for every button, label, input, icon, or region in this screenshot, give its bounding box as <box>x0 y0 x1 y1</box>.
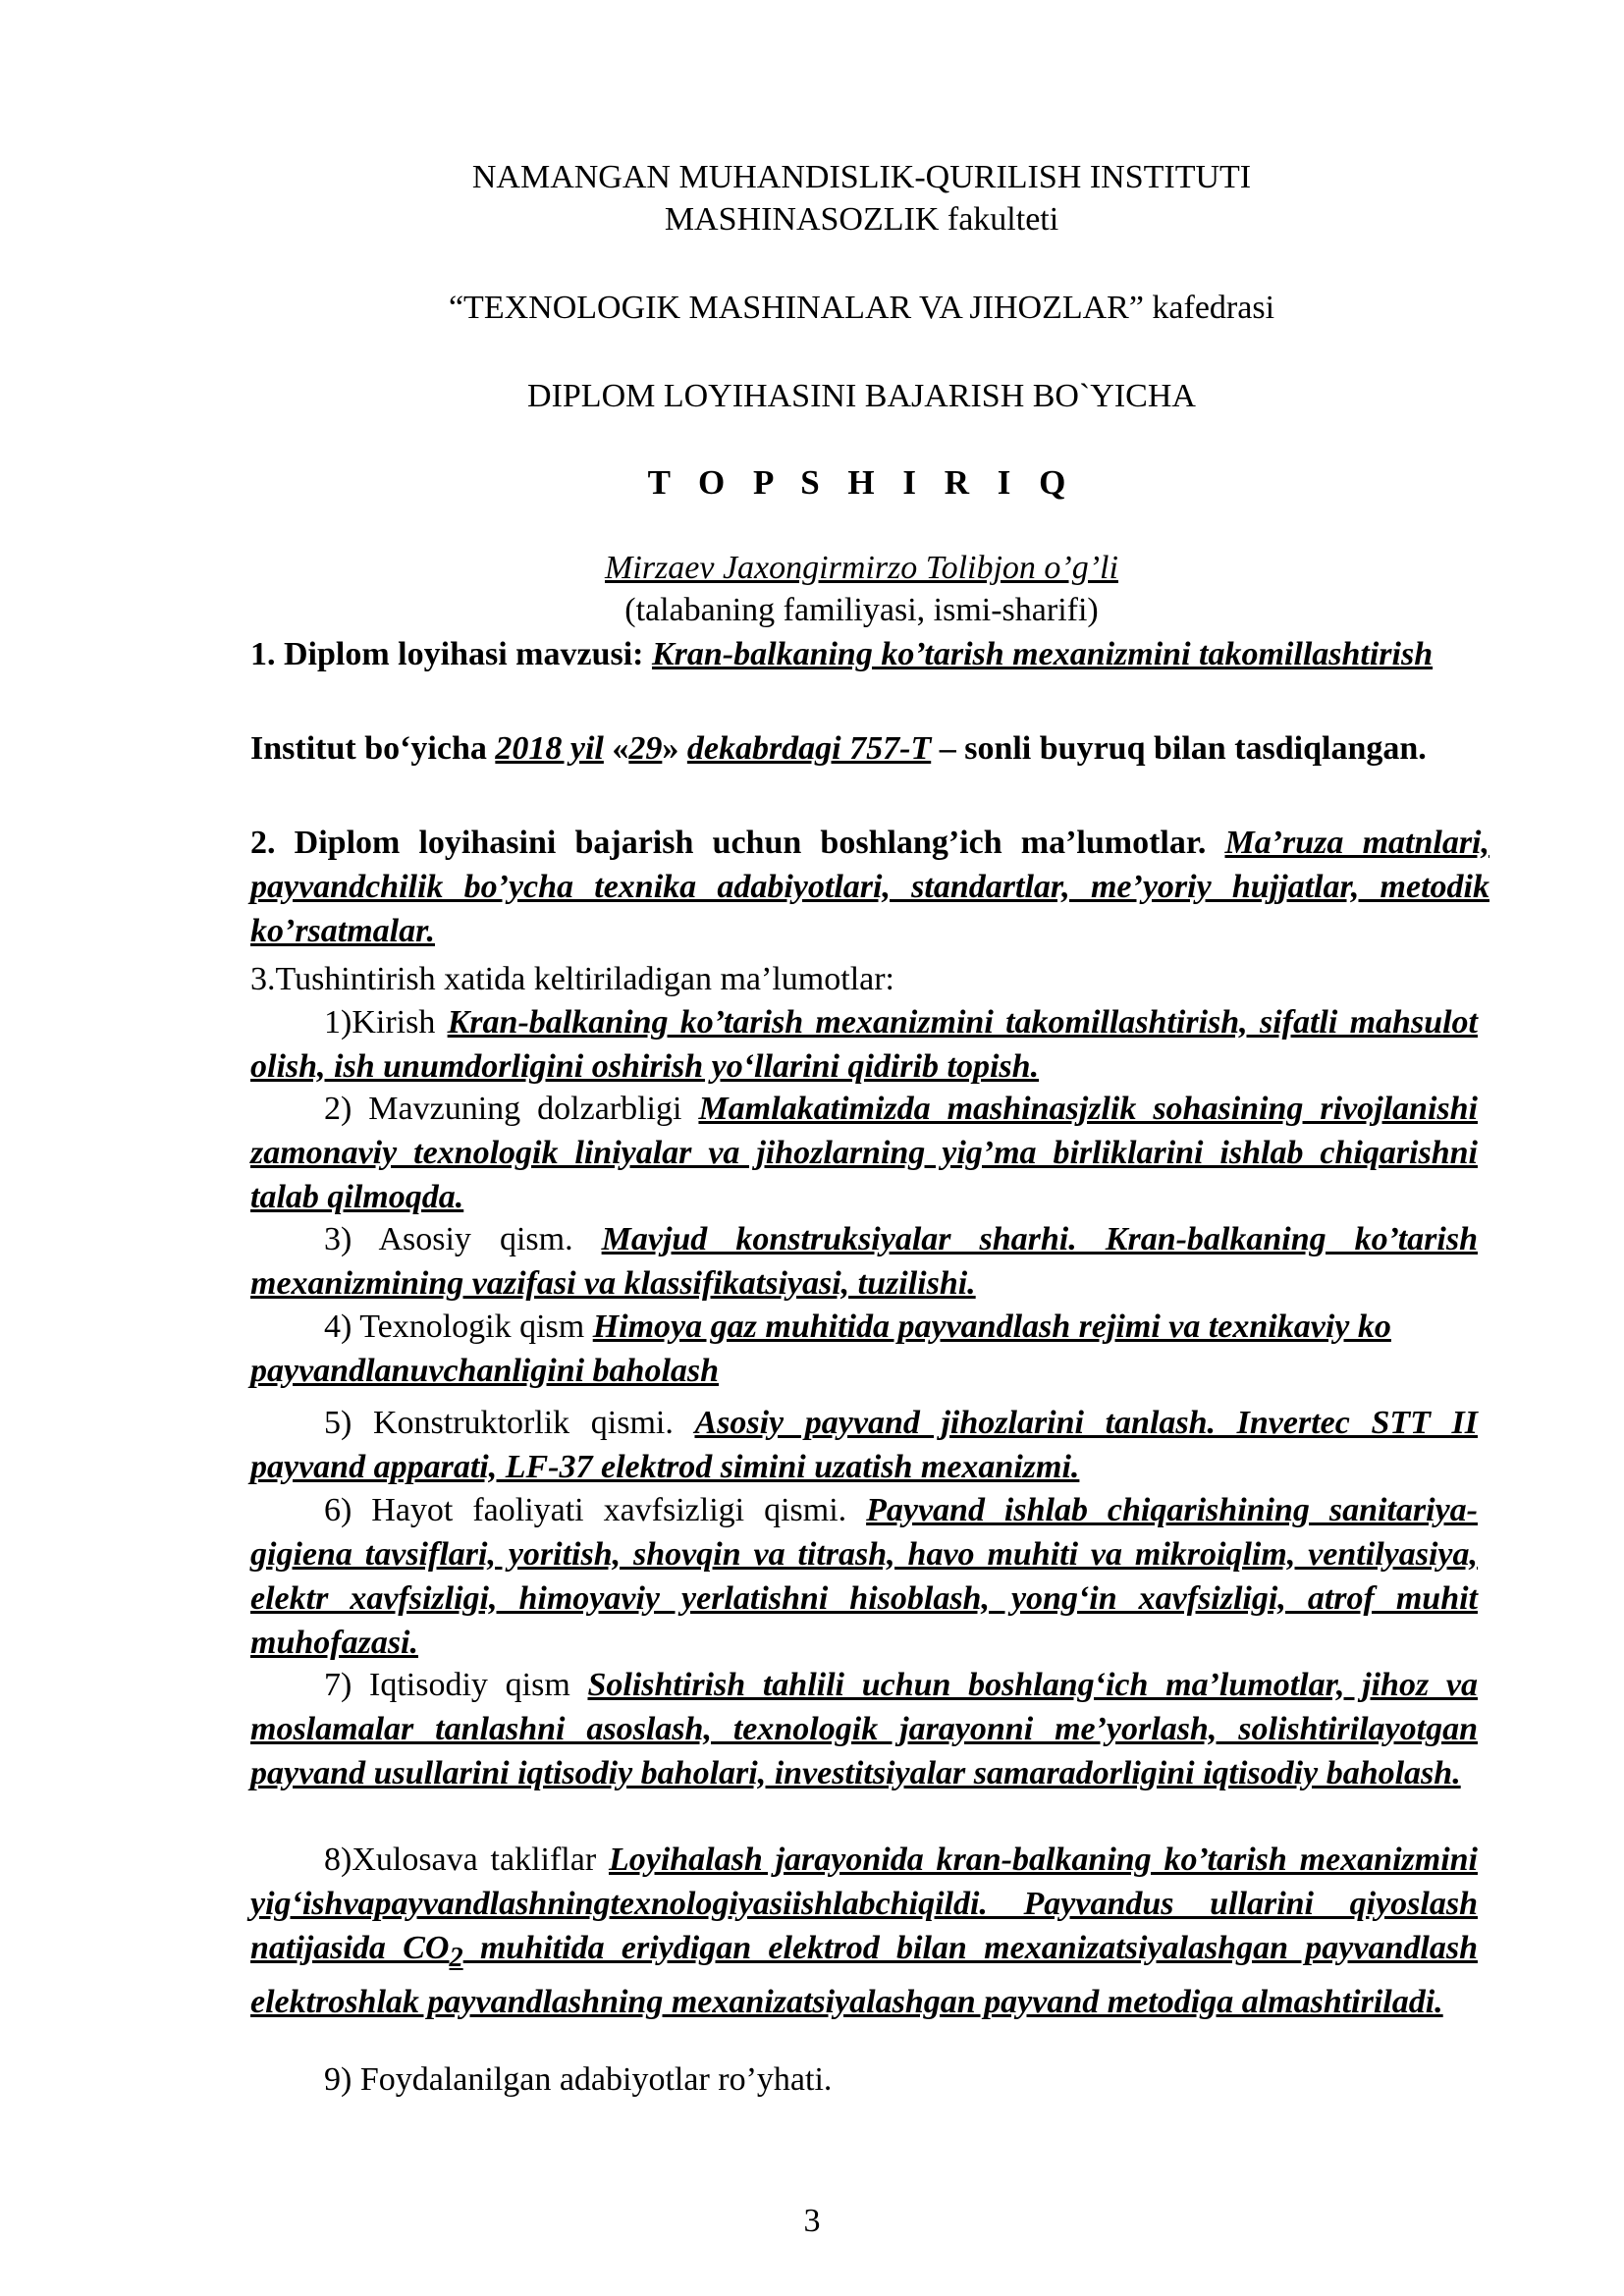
section-content: Solishtirish tahlili uchun boshlang‘ich ma’lumotlar, jihoz va moslamalar tanlashni asoslash, texnologik jarayonni me’yorlash, solishtirilayotgan payvand usullarini iqtisodiy baholari, investitsiyalar samaradorligini iqtisodiy baholash. <box>250 1667 1478 1791</box>
document-title: T O P S H I R I Q <box>647 463 1076 502</box>
item-1-approval <box>250 726 1489 771</box>
approval-day: 29 <box>628 730 663 767</box>
section-content: Asosiy payvand jihozlarini tanlash. Invertec STT II payvand apparati, LF-37 elektrod simini uzatish mexanizmi. <box>250 1405 1478 1485</box>
section-label: 7) Iqtisodiy qism <box>324 1667 588 1703</box>
section-label: 9) Foydalanilgan adabiyotlar ro’yhati. <box>324 2061 833 2098</box>
section-label: 6) Hayot faoliyati xavfsizligi qismi. <box>324 1492 867 1528</box>
item-1-label: 1. Diplom loyihasi mavzusi: <box>250 636 652 672</box>
item-2-label: 2. Diplom loyihasini bajarish uchun boshlang’ich ma’lumotlar. <box>250 825 1225 861</box>
item-1-topic <box>250 632 1489 676</box>
student-name: Mirzaev Jaxongirmirzo Tolibjon o’g’li <box>605 550 1118 586</box>
approval-suffix: – sonli buyruq bilan tasdiqlangan. <box>931 730 1427 767</box>
section-content: Mamlakatimizda mashinasjzlik sohasining rivojlanishi zamonaviy texnologik liniyalar va jihozlarning yig’ma birliklarini ishlab chiqarishni talab qilmoqda. <box>250 1091 1478 1215</box>
section-label: 1)Kirish <box>324 1004 448 1041</box>
section-content-a: Loyihalash jarayonida kran-balkaning ko’tarish mexanizmini yig‘ishvapayvandlashningtexnologiyasiishlabchiqildi. Payvandus ullarini qiyoslash natijasida CO <box>250 1842 1478 1966</box>
document-purpose: DIPLOM LOYIHASINI BAJARISH BO`YICHA <box>527 378 1196 414</box>
student-name-caption: (talabaning familiyasi, ismi-sharifi) <box>624 592 1099 628</box>
section-label: 3) Asosiy qism. <box>324 1221 602 1257</box>
department-name: “TEXNOLOGIK MASHINALAR VA JIHOZLAR” kafedrasi <box>448 290 1275 326</box>
section-label: 4) Texnologik qism <box>324 1308 593 1345</box>
section-introduction <box>250 1000 1478 1089</box>
section-content: Himoya gaz muhitida payvandlash rejimi va texnikaviy ko payvandlanuvchanligini baholash <box>250 1308 1391 1389</box>
approval-order: dekabrdagi 757-T <box>686 730 932 767</box>
approval-year: 2018 yil <box>495 730 604 767</box>
approval-prefix: Institut bo‘yicha <box>250 730 496 767</box>
item-2-content: Ma’ruza matnlari, payvandchilik bo’ycha texnika adabiyotlari, standartlar, me’yoriy hujjatlar, metodik ko’rsatmalar. <box>250 825 1489 949</box>
section-relevance <box>250 1087 1478 1219</box>
section-content: Mavjud konstruksiyalar sharhi. Kran-balkaning ko’tarish mexanizmining vazifasi va klassifikatsiyasi, tuzilishi. <box>250 1221 1478 1302</box>
co2-subscript: 2 <box>449 1942 463 1973</box>
section-technology <box>250 1305 1615 1393</box>
item-2-source-data <box>250 821 1489 953</box>
section-life-safety <box>250 1488 1478 1665</box>
approval-quote-open: « <box>603 730 629 767</box>
page-number: 3 <box>803 2203 821 2239</box>
section-label: 2) Mavzuning dolzarbligi <box>324 1091 699 1127</box>
section-label: 8)Xulosava takliflar <box>324 1842 609 1878</box>
section-main-part <box>250 1217 1478 1306</box>
institute-name: NAMANGAN MUHANDISLIK-QURILISH INSTITUTI <box>471 159 1252 195</box>
section-design <box>250 1401 1478 1489</box>
section-content: Kran-balkaning ko’tarish mexanizmini takomillashtirish, sifatli mahsulot olish, ish unumdorligini oshirish yo‘llarini qidirib topish. <box>250 1004 1478 1085</box>
section-conclusion <box>250 1838 1478 2024</box>
item-3-label: 3.Tushintirish xatida keltiriladigan ma’lumotlar: <box>250 961 894 997</box>
faculty-name: MASHINASOZLIK fakulteti <box>664 201 1059 238</box>
section-content: Payvand ishlab chiqarishining sanitariya-gigiena tavsiflari, yoritish, shovqin va titrash, havo muhiti va mikroiqlim, ventilyasiya, elektr xavfsizligi, himoyaviy yerlatishni hisoblash, yong‘in xavfsizligi, atrof muhit muhofazasi. <box>250 1492 1478 1661</box>
approval-quote-close: » <box>662 730 687 767</box>
section-label: 5) Konstruktorlik qismi. <box>324 1405 695 1441</box>
section-economics <box>250 1663 1478 1795</box>
item-1-topic-value: Kran-balkaning ko’tarish mexanizmini takomillashtirish <box>651 636 1434 672</box>
section-content-b: muhitida eriydigan elektrod bilan mexanizatsiyalashgan payvandlash elektroshlak payvandlashning mexanizatsiyalashgan payvand metodiga almashtiriladi. <box>250 1930 1478 2020</box>
section-references <box>250 2057 1478 2102</box>
